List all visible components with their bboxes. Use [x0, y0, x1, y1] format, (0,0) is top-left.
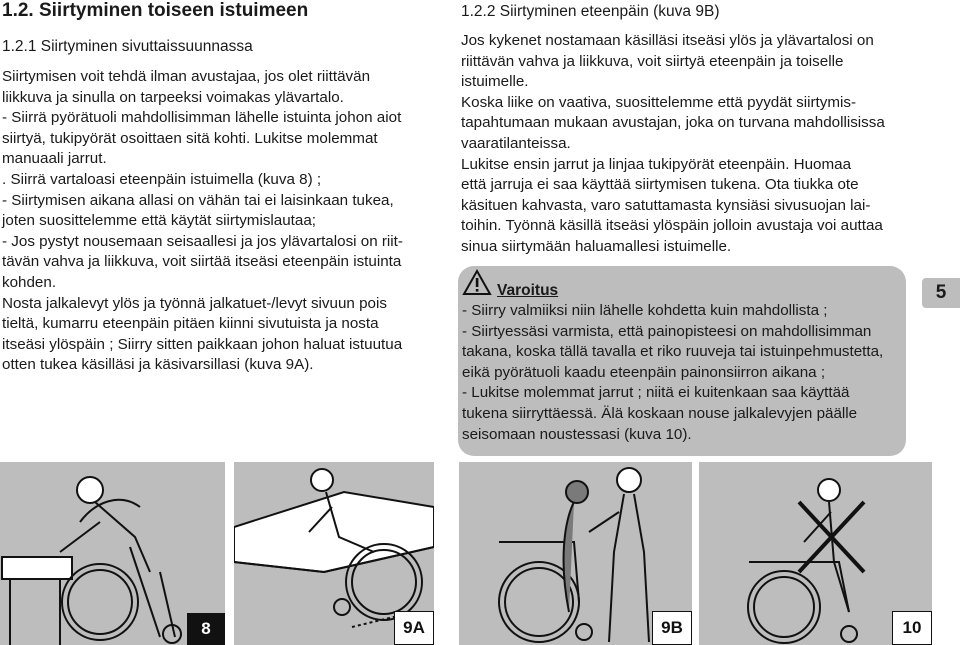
- text-line: takana, koska tällä tavalla et riko ruuveja tai istuinpehmustetta,: [462, 343, 884, 361]
- text-line: vaaratilanteissa.: [461, 134, 571, 152]
- figure-label: 10: [892, 611, 932, 645]
- text-line: tävän vahva ja liikkuva, voit siirtää itseäsi eteenpäin istuinta: [2, 253, 402, 271]
- text-line: - Siirry valmiiksi niin lähelle kohdetta kuin mahdollista ;: [462, 302, 828, 319]
- text-line: kohden.: [2, 273, 57, 291]
- text-line: . Siirrä vartaloasi eteenpäin istuimella (kuva 8) ;: [2, 170, 322, 188]
- text-line: Nosta jalkalevyt ylös ja työnnä jalkatuet-/levyt sivuun pois: [2, 294, 387, 312]
- text-line: käsituen kahvasta, varo satuttamasta kynsiäsi sivusuojan lai-: [461, 196, 871, 214]
- text-line: - Siirtyessäsi varmista, että painopisteesi on mahdollisimman: [462, 322, 872, 340]
- figure-label: 9A: [394, 611, 434, 645]
- text-line: liikkuva ja sinulla on tarpeeksi voimakas ylävartalo.: [2, 88, 344, 106]
- text-line: istuimelle.: [461, 73, 529, 91]
- text-line: - Siirtymisen aikana allasi on vähän tai ei laisinkaan tukea,: [2, 191, 394, 209]
- figure-10: [699, 462, 932, 645]
- text-line: joten suosittelemme että käytät siirtymislautaa;: [2, 212, 317, 230]
- text-line: - Lukitse molemmat jarrut ; niitä ei kuitenkaan saa käyttää: [462, 384, 850, 402]
- figure-8: [0, 462, 225, 645]
- warning-triangle-icon: [462, 268, 492, 296]
- text-line: - Siirrä pyörätuoli mahdollisimman lähelle istuinta johon aiot: [2, 109, 402, 127]
- page-number: 5: [922, 278, 960, 308]
- text-line: Koska liike on vaativa, suosittelemme että pyydät siirtymis-: [461, 93, 857, 111]
- text-line: tapahtumaan mukaan avustajan, joka on turvana mahdollisissa: [461, 114, 885, 132]
- subsection-title-left: 1.2.1 Siirtyminen sivuttaissuunnassa: [2, 38, 253, 55]
- text-line: sinua siirtymään haluamallesi istuimelle.: [461, 237, 732, 255]
- text-line: manuaali jarrut.: [2, 150, 107, 168]
- text-line: Siirtymisen voit tehdä ilman avustajaa, jos olet riittävän: [2, 68, 371, 85]
- text-line: riittävän vahva ja liikkuva, voit siirtyä eteenpäin ja toiselle: [461, 52, 844, 70]
- warning-body: [462, 301, 883, 445]
- section-title: 1.2. Siirtyminen toiseen istuimeen: [2, 0, 309, 21]
- figure-9b: [459, 462, 692, 645]
- figure-label: 9B: [652, 611, 692, 645]
- text-line: - Jos pystyt nousemaan seisaallesi ja jos ylävartalosi on riit-: [2, 232, 403, 250]
- text-line: eikä pyörätuoli kaadu eteenpäin painonsiirron aikana ;: [462, 363, 826, 381]
- text-line: siirtyä, tukipyörät osoittaen sitä kohti. Lukitse molemmat: [2, 129, 378, 147]
- text-line: Lukitse ensin jarrut ja linjaa tukipyörät eteenpäin. Huomaa: [461, 155, 852, 173]
- text-line: että jarruja ei saa käyttää siirtymisen tukena. Ota tiukka ote: [461, 176, 859, 194]
- text-line: Jos kykenet nostamaan käsilläsi itseäsi ylös ja ylävartalosi on: [461, 32, 874, 49]
- right-body: [461, 31, 885, 258]
- text-line: tieltä, kumarru eteenpäin pitäen kiinni sivutuista ja nosta: [2, 315, 379, 333]
- text-line: tukena siirryttäessä. Älä koskaan nouse jalkalevyjen päälle: [462, 404, 858, 422]
- text-line: otten tukea käsilläsi ja käsivarsillasi (kuva 9A).: [2, 356, 314, 374]
- subsection-title-right: 1.2.2 Siirtyminen eteenpäin (kuva 9B): [461, 3, 720, 20]
- text-line: seisomaan noustessasi (kuva 10).: [462, 425, 692, 443]
- text-line: toihin. Työnnä käsillä itseäsi ylöspäin jolloin avustaja voi auttaa: [461, 217, 883, 235]
- figure-label: 8: [187, 613, 225, 645]
- left-body: [2, 67, 403, 376]
- text-line: itseäsi ylöspäin ; Siirry sitten paikkaan johon haluat istuutua: [2, 335, 403, 353]
- warning-title: Varoitus: [497, 282, 559, 299]
- figure-9a: [234, 462, 434, 645]
